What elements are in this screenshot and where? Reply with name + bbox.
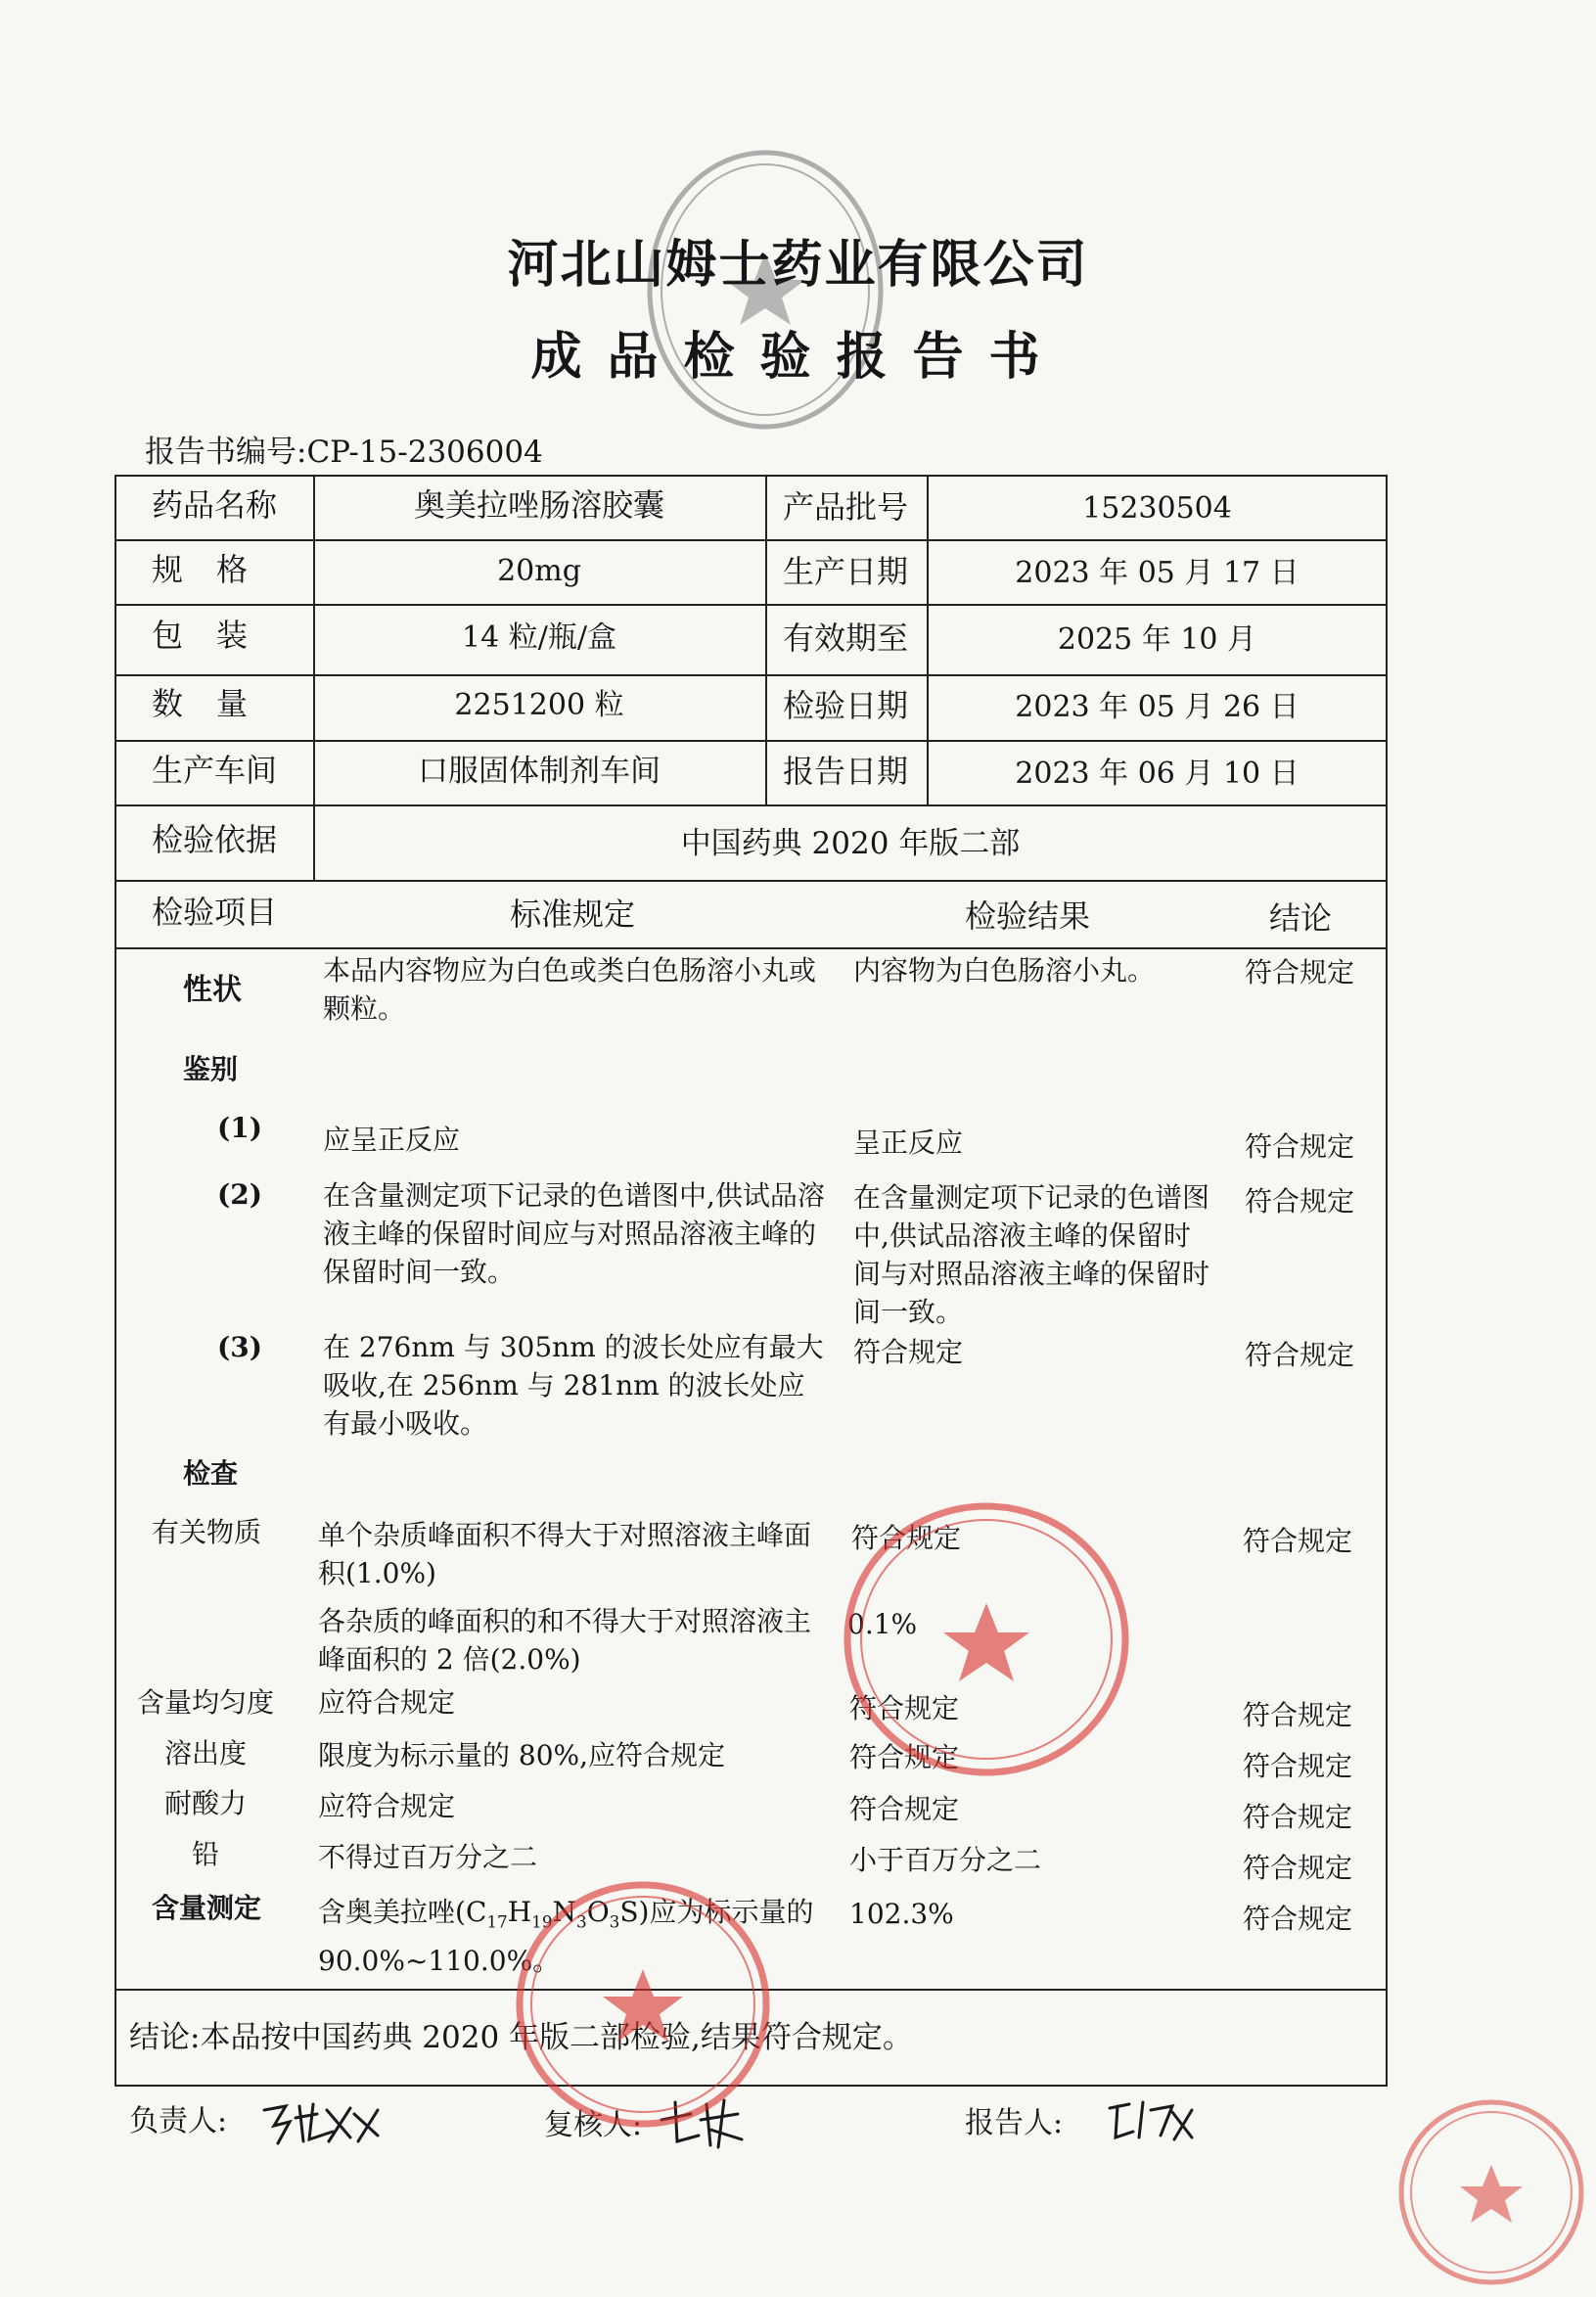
id1-item: (1) (217, 1112, 262, 1144)
report-date-value: 2023 年 06 月 10 日 (1015, 757, 1300, 791)
drug-name-value: 奥美拉唑肠溶胶囊 (413, 486, 664, 524)
formula-s: S (619, 1896, 639, 1928)
workshop-value: 口服固体制剂车间 (418, 754, 661, 789)
batch-value: 15230504 (1082, 491, 1232, 526)
id3-result: 符合规定 (853, 1336, 964, 1368)
test-date-value: 2023 年 05 月 26 日 (1015, 690, 1300, 724)
formula-n: N (552, 1896, 577, 1928)
assay-standard-suffix: )应为标示量的 90.0%~110.0%。 (318, 1896, 814, 1977)
id1-result: 呈正反应 (853, 1126, 964, 1159)
basis-label: 检验依据 (152, 821, 278, 858)
col-conclusion-header: 结论 (1269, 899, 1333, 937)
company-qc-seal (840, 1497, 1133, 1781)
workshop-label: 生产车间 (152, 752, 278, 789)
row-divider (114, 539, 1388, 541)
formula-n-count: 3 (576, 1911, 587, 1932)
row-divider (114, 740, 1388, 742)
acid-item: 耐酸力 (164, 1787, 248, 1819)
report-number-value: CP-15-2306004 (306, 435, 543, 470)
dissolution-item: 溶出度 (164, 1737, 248, 1769)
formula-h: H (507, 1896, 532, 1928)
test-date-label: 检验日期 (783, 687, 909, 724)
related-item: 有关物质 (152, 1516, 262, 1548)
related-result-1: 符合规定 (851, 1522, 962, 1554)
assay-result: 102.3% (849, 1898, 954, 1930)
row-divider (114, 674, 1388, 676)
dissolution-standard: 限度为标示量的 80%,应符合规定 (318, 1739, 726, 1771)
package-label: 包装 (152, 617, 282, 654)
batch-label: 产品批号 (783, 488, 909, 526)
formula-o-count: 3 (609, 1911, 620, 1932)
dissolution-result: 符合规定 (849, 1741, 960, 1773)
basis-value: 中国药典 2020 年版二部 (680, 826, 1021, 861)
uniformity-result: 符合规定 (849, 1692, 960, 1724)
id2-standard: 在含量测定项下记录的色谱图中,供试品溶液主峰的保留时间应与对照品溶液主峰的保留时间一致。 (323, 1179, 825, 1288)
expiry-label: 有效期至 (783, 620, 909, 657)
final-conclusion: 结论:本品按中国药典 2020 年版二部检验,结果符合规定。 (129, 2020, 913, 2055)
related-standard-2: 各杂质的峰面积的和不得大于对照溶液主峰面积的 2 倍(2.0%) (318, 1605, 812, 1676)
report-number (145, 427, 543, 471)
quantity-value: 2251200 粒 (454, 688, 624, 722)
reviewer-label: 复核人: (544, 2108, 643, 2142)
responsible-label: 负责人: (129, 2104, 228, 2138)
id3-conclusion: 符合规定 (1245, 1339, 1355, 1371)
related-standard-1: 单个杂质峰面积不得大于对照溶液主峰面积(1.0%) (318, 1519, 812, 1589)
acid-result: 符合规定 (849, 1793, 960, 1825)
id1-standard: 应呈正反应 (323, 1124, 461, 1156)
spec-label: 规格 (152, 551, 282, 588)
prod-date-value: 2023 年 05 月 17 日 (1015, 556, 1300, 590)
id3-item: (3) (217, 1331, 262, 1363)
id1-conclusion: 符合规定 (1245, 1130, 1355, 1163)
id3-standard: 在 276nm 与 305nm 的波长处应有最大吸收,在 256nm 与 281nm 的波长处应有最小吸收。 (323, 1331, 824, 1440)
drug-name-label: 药品名称 (152, 486, 278, 524)
column-divider (765, 475, 767, 804)
checks-label: 检查 (183, 1457, 239, 1490)
formula-c: C (465, 1896, 487, 1928)
row-divider (114, 804, 1388, 806)
row-divider (114, 880, 1388, 882)
lead-item: 铅 (192, 1838, 220, 1870)
dissolution-conclusion: 符合规定 (1243, 1750, 1353, 1782)
related-result-2: 0.1% (847, 1608, 918, 1640)
identification-label: 鉴别 (183, 1053, 239, 1085)
uniformity-item: 含量均匀度 (137, 1686, 275, 1719)
formula-o: O (586, 1896, 610, 1928)
assay-conclusion: 符合规定 (1243, 1903, 1353, 1935)
spec-value: 20mg (497, 554, 581, 588)
related-conclusion: 符合规定 (1243, 1525, 1353, 1557)
report-number-label: 报告书编号: (145, 435, 307, 470)
assay-item: 含量测定 (152, 1892, 262, 1924)
reporter-label: 报告人: (965, 2106, 1064, 2140)
expiry-value: 2025 年 10 月 (1057, 622, 1257, 657)
corner-qc-seal (1393, 2094, 1589, 2290)
distributor-quality-seal (511, 1877, 775, 2132)
formula-c-count: 17 (486, 1911, 508, 1932)
report-date-label: 报告日期 (783, 753, 909, 790)
row-divider (114, 947, 1388, 949)
assay-standard-prefix: 含奥美拉唑( (318, 1896, 466, 1928)
company-name: 河北山姆士药业有限公司 (507, 235, 1089, 295)
acid-standard: 应符合规定 (318, 1790, 456, 1822)
appearance-result: 内容物为白色肠溶小丸。 (853, 954, 1156, 987)
col-result-header: 检验结果 (965, 897, 1091, 935)
package-value: 14 粒/瓶/盒 (462, 620, 616, 655)
acid-conclusion: 符合规定 (1243, 1801, 1353, 1833)
id2-result: 在含量测定项下记录的色谱图中,供试品溶液主峰的保留时间与对照品溶液主峰的保留时间一致。 (853, 1181, 1210, 1328)
prod-date-label: 生产日期 (783, 553, 909, 590)
column-divider (313, 475, 315, 880)
id2-conclusion: 符合规定 (1245, 1185, 1355, 1217)
col-item-header: 检验项目 (152, 894, 278, 931)
responsible-signature (256, 2092, 384, 2151)
reporter-signature (1104, 2092, 1198, 2147)
appearance-item: 性状 (183, 973, 242, 1007)
lead-result: 小于百万分之二 (849, 1844, 1042, 1876)
uniformity-conclusion: 符合规定 (1243, 1699, 1353, 1731)
appearance-conclusion: 符合规定 (1245, 956, 1355, 988)
report-title: 成品检验报告书 (530, 327, 1066, 387)
lead-standard: 不得过百万分之二 (318, 1841, 538, 1873)
col-standard-header: 标准规定 (510, 896, 636, 933)
lead-conclusion: 符合规定 (1243, 1852, 1353, 1884)
uniformity-standard: 应符合规定 (318, 1686, 456, 1719)
quantity-label: 数量 (152, 685, 282, 722)
row-divider (114, 604, 1388, 606)
formula-h-count: 19 (531, 1911, 553, 1932)
id2-item: (2) (217, 1178, 262, 1211)
appearance-standard: 本品内容物应为白色或类白色肠溶小丸或颗粒。 (323, 954, 817, 1025)
